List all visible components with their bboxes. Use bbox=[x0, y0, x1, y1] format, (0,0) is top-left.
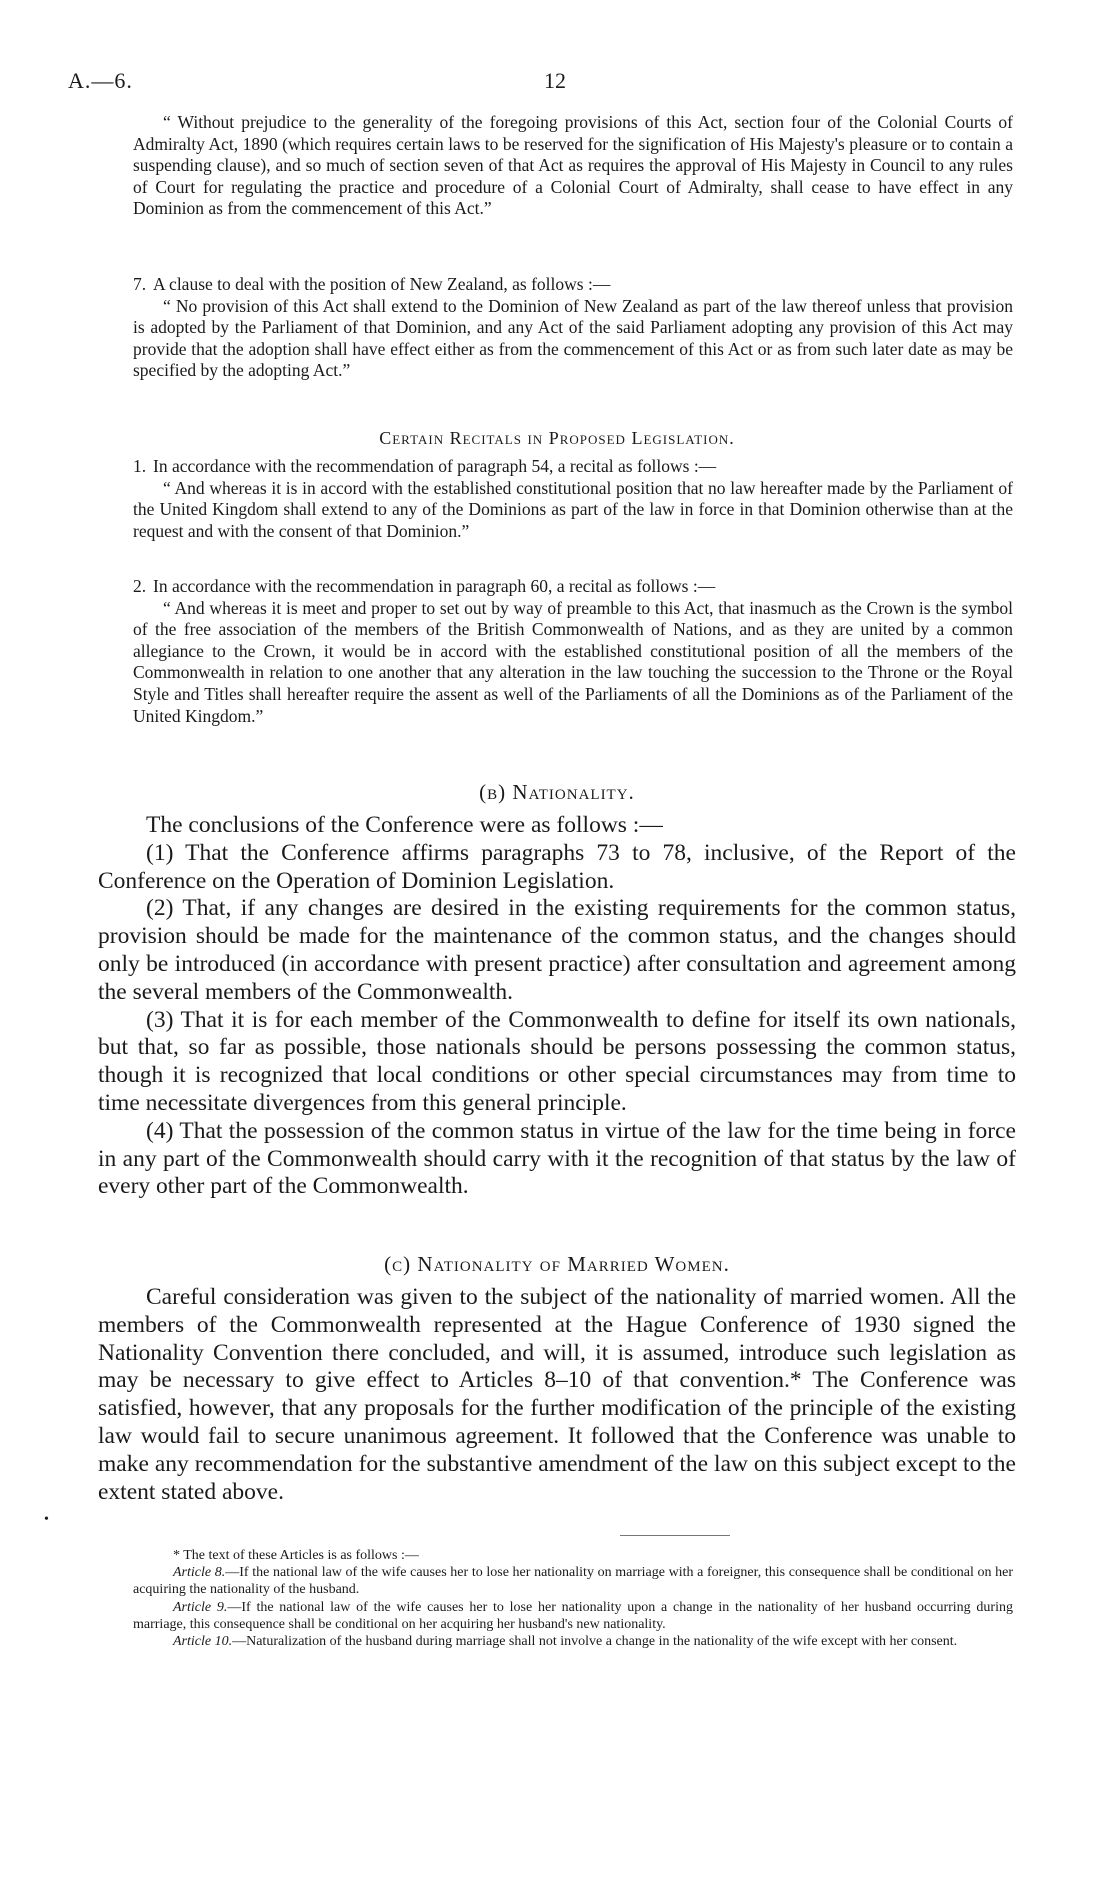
married-women-section bbox=[98, 1284, 1016, 1506]
recital-2-quote: “ And whereas it is meet and proper to set out by way of preamble to this Act, that inasmuch as the Crown is the symbol of the free association of the members of the British Commonwealth of Nations, and as they are united by a common allegiance to the Crown, it would be in accord with the established constitutional position of all the members of the Commonwealth in relation to one another that any alteration in the law touching the succession to the Throne or the Royal Style and Titles shall hereafter require the assent as well of the Parliaments of all the Dominions as of the Parliament of the United Kingdom.” bbox=[133, 597, 1013, 726]
recital-2 bbox=[133, 576, 1013, 727]
recital-1-quote: “ And whereas it is in accord with the established constitutional position that no law hereafter made by the Parliament of the United Kingdom shall extend to any of the Dominions as part of the law in force in that Dominion otherwise than at the request and with the consent of that Dominion.” bbox=[133, 477, 1013, 541]
nationality-heading: (b) Nationality. bbox=[479, 780, 635, 804]
footnote-intro: * The text of these Articles is as follows :— bbox=[173, 1548, 419, 1563]
nationality-section bbox=[98, 812, 1016, 1201]
married-women-heading: (c) Nationality of Married Women. bbox=[384, 1252, 730, 1276]
nationality-paragraph-1: (1) That the Conference affirms paragraphs 73 to 78, inclusive, of the Report of the Conference on the Operation of Dominion Legislation. bbox=[98, 839, 1016, 894]
document-reference: A.—6. bbox=[68, 68, 133, 93]
article-10-label: Article 10. bbox=[173, 1634, 233, 1650]
recital-2-lead: In accordance with the recommendation in paragraph 60, a recital as follows :— bbox=[153, 576, 716, 596]
page-number: 12 bbox=[544, 68, 566, 93]
clause-7-number: 7. bbox=[133, 274, 147, 294]
nationality-intro: The conclusions of the Conference were as follows :— bbox=[146, 812, 663, 838]
recitals-heading: Certain Recitals in Proposed Legislation. bbox=[379, 428, 735, 448]
nationality-paragraph-3: (3) That it is for each member of the Commonwealth to define for itself its own nationals, but that, so far as possible, those nationals should be persons possessing the common status, though it is recognized that local conditions or other special circumstances may from time to time necessitate divergences from this general principle. bbox=[98, 1006, 1016, 1116]
recital-2-number: 2. bbox=[133, 576, 147, 596]
footnote-article-9 bbox=[133, 1599, 1013, 1633]
margin-mark: • bbox=[44, 1512, 49, 1527]
footnote-article-8 bbox=[133, 1564, 1013, 1598]
recital-1-number: 1. bbox=[133, 456, 147, 476]
clause-7-quote: “ No provision of this Act shall extend to the Dominion of New Zealand as part of the law thereof unless that provision is adopted by the Parliament of that Dominion, and any Act of the said Parliament adopting any provision of this Act may provide that the adoption shall have effect either as from the commencement of this Act or as from such later date as may be specified by the adopting Act.” bbox=[133, 295, 1013, 381]
article-10-text: —Naturalization of the husband during marriage shall not involve a change in the nationality of the wife except with her consent. bbox=[232, 1634, 958, 1650]
recital-1-lead: In accordance with the recommendation of paragraph 54, a recital as follows :— bbox=[153, 456, 717, 476]
nationality-paragraph-2: (2) That, if any changes are desired in the existing requirements for the common status, provision should be made for the maintenance of the common status, and the changes should only be introduced (in accordance with present practice) after consultation and agreement among the several members of the Commonwealth. bbox=[98, 895, 1016, 1005]
footnotes bbox=[133, 1547, 1013, 1650]
clause-7 bbox=[133, 274, 1013, 382]
article-8-label: Article 8. bbox=[173, 1565, 226, 1581]
footnote-article-10 bbox=[133, 1633, 1013, 1650]
nationality-paragraph-4: (4) That the possession of the common status in virtue of the law for the time being in force in any part of the Commonwealth should carry with it the recognition of that status by the law of every other part of the Commonwealth. bbox=[98, 1117, 1016, 1200]
clause-7-lead: A clause to deal with the position of New Zealand, as follows :— bbox=[153, 274, 611, 294]
recital-1 bbox=[133, 456, 1013, 542]
opening-quote-text: “ Without prejudice to the generality of the foregoing provisions of this Act, section four of the Colonial Courts of Admiralty Act, 1890 (which requires certain laws to be reserved for the signification of His Majesty's pleasure or to contain a suspending clause), and so much of section seven of that Act as requires the approval of His Majesty in Council to any rules of Court for regulating the practice and procedure of a Colonial Court of Admiralty, shall cease to have effect in any Dominion as from the commencement of this Act.” bbox=[133, 112, 1013, 219]
article-9-label: Article 9. bbox=[173, 1599, 228, 1615]
married-women-paragraph: Careful consideration was given to the subject of the nationality of married women. All the members of the Commonwealth represented at the Hague Conference of 1930 signed the Nationality Convention there concluded, and will, it is assumed, introduce such legislation as may be necessary to give effect to Articles 8–10 of that convention.* The Conference was satisfied, however, that any proposals for the further modification of the principle of the existing law would fail to secure unanimous agreement. It followed that the Conference was unable to make any recommendation for the substantive amendment of the law on this subject except to the extent stated above. bbox=[98, 1284, 1016, 1505]
article-9-text: —If the national law of the wife causes her to lose her nationality upon a change in the nationality of her husband occurring during marriage, this consequence shall be conditional on her acquiring her husband's new nationality. bbox=[133, 1599, 1013, 1632]
opening-quote bbox=[133, 112, 1013, 220]
footnote-rule bbox=[620, 1535, 730, 1536]
article-8-text: —If the national law of the wife causes her to lose her nationality on marriage with a foreigner, this consequence shall be conditional on her acquiring the nationality of the husband. bbox=[133, 1565, 1013, 1598]
